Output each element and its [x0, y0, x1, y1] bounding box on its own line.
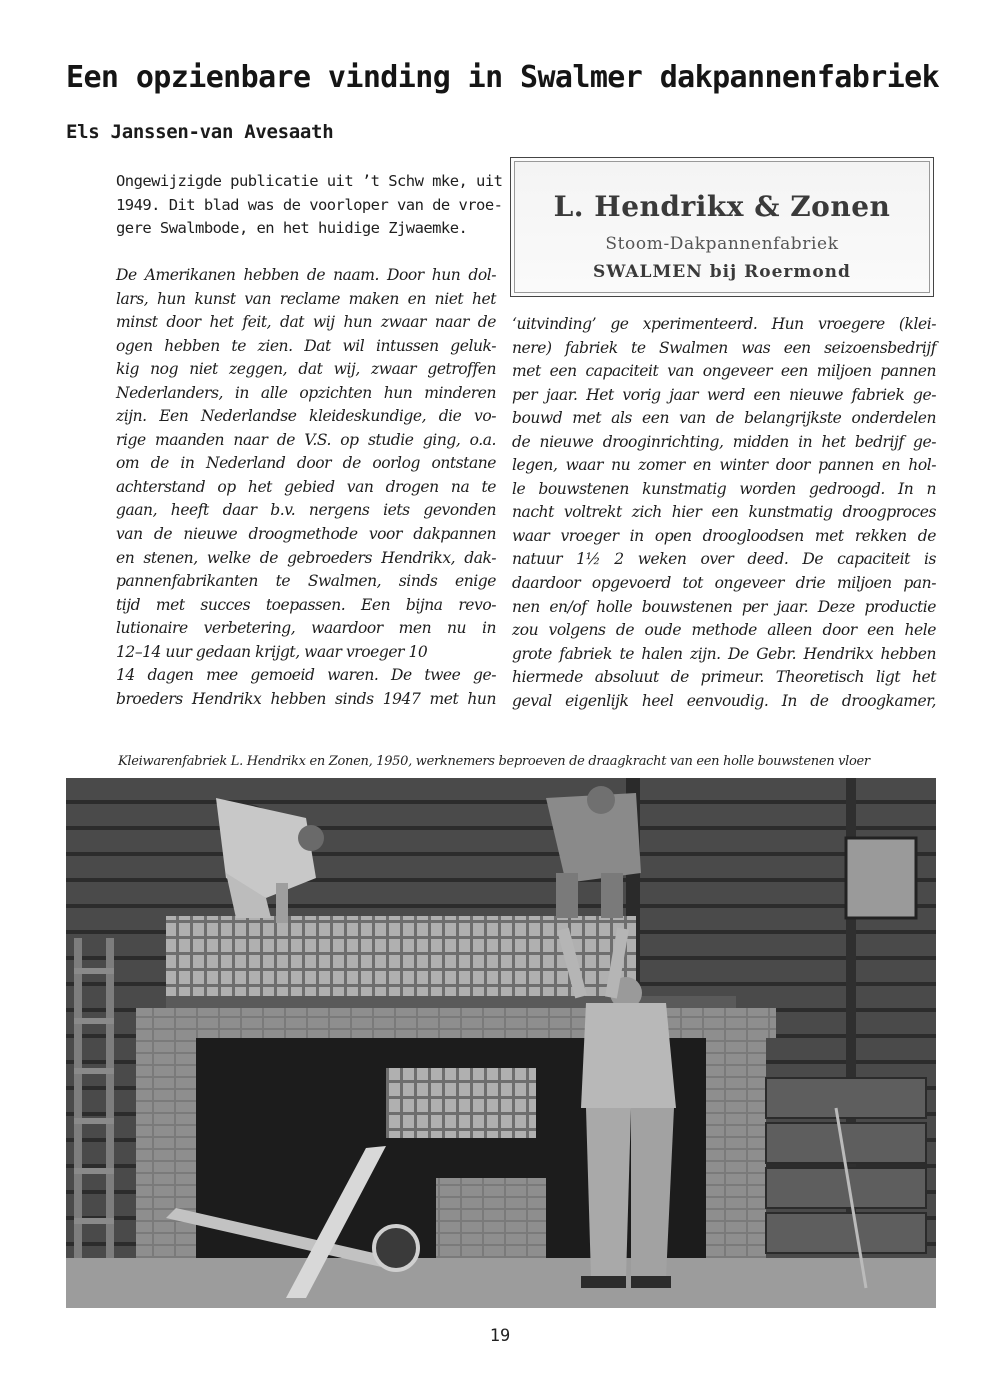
text-line: achterstand op het gebied van drogen na te — [116, 477, 496, 496]
text-line: legen, waar nu zomer en winter door pannen en hol- — [512, 456, 936, 475]
text-line: waar vroeger in open droogloodsen met rekken de — [512, 526, 936, 545]
photo-caption: Kleiwarenfabriek L. Hendrikx en Zonen, 1950, werknemers beproeven de draagkracht van een holle bouwstenen vloer — [118, 754, 870, 769]
page-number: 19 — [489, 1326, 511, 1346]
factory-photo — [66, 778, 936, 1308]
text-line: kig nog niet zeggen, dat wij, zwaar getroffen — [116, 360, 496, 379]
article-title: Een opzienbare vinding in Swalmer dakpannenfabriek — [66, 60, 940, 95]
text-line: nacht voltrekt zich hier een kunstmatig droogproces — [512, 503, 936, 522]
text-line: le bouwstenen kunstmatig worden gedroogd. In n — [512, 479, 936, 498]
intro-line: 1949. Dit blad was de voorloper van de vroe- — [116, 195, 503, 214]
text-line: gaan, heeft daar b.v. nergens iets gevonden — [116, 501, 496, 520]
ground — [66, 1258, 936, 1308]
text-line: 12–14 uur gedaan krijgt, waar vroeger 10 — [116, 642, 428, 661]
advertisement-location: SWALMEN bij Roermond — [593, 262, 851, 282]
text-line: natuur 1½ 2 weken over deed. De capaciteit is — [512, 550, 936, 569]
advertisement-company: L. Hendrikx & Zonen — [553, 190, 891, 223]
text-line: nere) fabriek te Swalmen was een seizoensbedrijf — [512, 338, 936, 357]
text-line: hiermede absoluut de primeur. Theoretisch ligt het — [512, 668, 936, 687]
text-line: daardoor opgevoerd tot ongeveer drie miljoen pan- — [512, 574, 936, 593]
text-line: ‘uitvinding’ ge xperimenteerd. Hun vroegere (klei- — [512, 315, 936, 333]
article-column-left — [116, 264, 496, 711]
text-line: tijd met succes toepassen. Een bijna revo- — [116, 595, 496, 614]
text-line: grote fabriek te halen zijn. De Gebr. Hendrikx hebben — [512, 644, 936, 663]
text-line: rige maanden naar de V.S. op studie ging, o.a. — [116, 430, 496, 449]
factory-photo-illustration — [66, 778, 936, 1308]
intro-line: Ongewijzigde publicatie uit ’t Schw mke, uit — [116, 172, 503, 190]
article-column-right — [512, 313, 936, 713]
brick-floor-slab — [136, 1008, 776, 1038]
window — [846, 838, 916, 918]
text-line: geval eigenlijk heel eenvoudig. In de droogkamer, — [512, 691, 936, 710]
text-line: Nederlanders, in alle opzichten hun minderen — [116, 383, 496, 402]
text-line: pannenfabrikanten te Swalmen, sinds enige — [116, 572, 496, 591]
text-line: 14 dagen mee gemoeid waren. De twee ge- — [116, 666, 496, 685]
text-line: per jaar. Het vorig jaar werd een nieuwe fabriek ge- — [512, 385, 936, 404]
advertisement-subtitle: Stoom-Dakpannenfabriek — [605, 234, 839, 254]
text-line: broeders Hendrikx hebben sinds 1947 met hun — [116, 689, 496, 708]
text-line: met een capaciteit van ongeveer een miljoen pannen — [512, 362, 936, 381]
text-line: nen en/of holle bouwstenen per jaar. Deze productie — [512, 597, 936, 616]
text-line: zou volgens de oude methode alleen door een hele — [512, 621, 936, 640]
text-line: om de in Nederland door de oorlog ontstane — [116, 454, 496, 473]
text-line: bouwd met als een van de belangrijkste onderdelen — [512, 409, 936, 428]
text-line: De Amerikanen hebben de naam. Door hun dol- — [116, 266, 496, 284]
text-line: lars, hun kunst van reclame maken en niet het — [116, 289, 496, 308]
advertisement-box — [510, 157, 934, 297]
text-line: minst door het feit, dat wij hun zwaar naar de — [116, 313, 496, 332]
text-line: zijn. Een Nederlandse kleideskundige, die vo- — [116, 407, 496, 426]
brick-pillar-right — [706, 1038, 766, 1288]
text-line: de nieuwe drooginrichting, midden in het bedrijf ge- — [512, 432, 936, 451]
advertisement-inner — [514, 161, 930, 293]
text-line: lutionaire verbetering, waardoor men nu in — [116, 619, 496, 638]
text-line: en stenen, welke de gebroeders Hendrikx, dak- — [116, 548, 496, 567]
brick-pillar-left — [136, 1038, 196, 1288]
intro-note — [116, 170, 503, 241]
intro-line: gere Swalmbode, en het huidige Zjwaemke. — [116, 219, 468, 237]
article-author: Els Janssen-van Avesaath — [66, 121, 334, 143]
text-line: ogen hebben te zien. Dat wil intussen geluk- — [116, 336, 496, 355]
text-line: van de nieuwe droogmethode voor dakpannen — [116, 525, 496, 544]
